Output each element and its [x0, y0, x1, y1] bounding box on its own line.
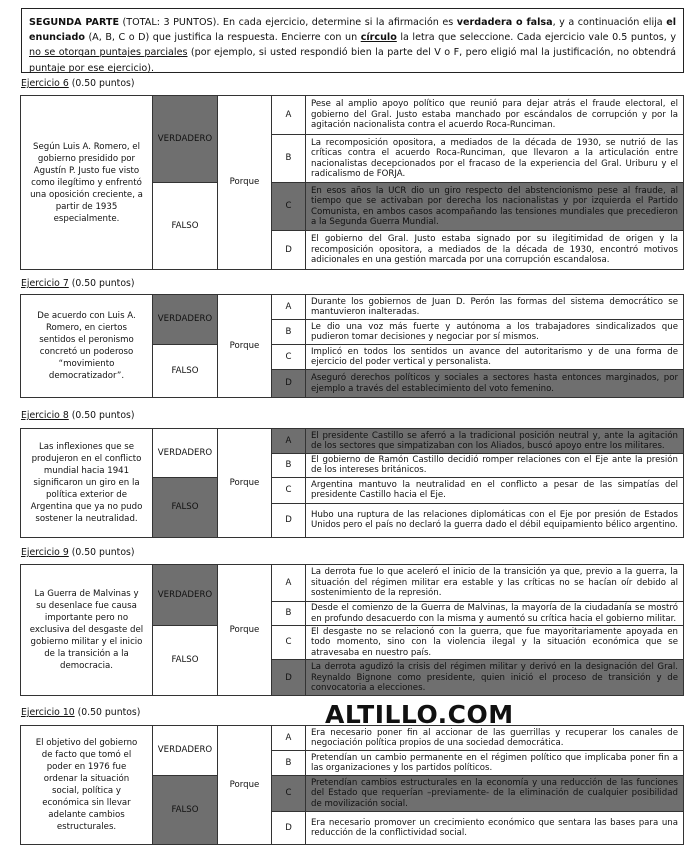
option-text-highlighted: El presidente Castillo se aferró a la tradicional posición neutral y, ante la agitación de los sectores que simpatizaban con los Aliados, buscó apoyo entre los militares.: [306, 429, 684, 454]
exercise-points: (0.50 puntos): [68, 547, 135, 558]
option-letter[interactable]: A: [272, 96, 306, 135]
option-text: Era necesario poner fin al accionar de las guerrillas y recuperar los canales de negociación política propios de una sociedad democrática.: [306, 726, 684, 751]
exercise-title: [21, 78, 134, 89]
altillo-watermark: ALTILLO.COM: [325, 700, 514, 729]
option-letter[interactable]: B: [272, 602, 306, 626]
option-text: Pretendían un cambio permanente en el régimen político que implicaba poner fin a las organizaciones y los partidos políticos.: [306, 751, 684, 776]
falso-cell[interactable]: FALSO: [153, 183, 218, 270]
option-letter[interactable]: A: [272, 565, 306, 602]
instructions-bold-true-false: verdadera o falsa: [456, 17, 553, 28]
option-text: Le dio una voz más fuerte y autónoma a los trabajadores sindicalizados que pudieron tomar decisiones y negociar por sí mismos.: [306, 320, 684, 345]
exercise-points: (0.50 puntos): [74, 707, 141, 718]
option-text: La recomposición opositora, a mediados de la década de 1930, se nutrió de las críticas contra el acuerdo Roca-Runciman, que llevaron a la articulación entre nacionalistas decepcionados por el fracaso de la experiencia del Gral. Uriburu y el radicalismo de FORJA.: [306, 135, 684, 183]
exercise-table: [20, 95, 684, 270]
option-letter-highlighted[interactable]: C: [272, 183, 306, 231]
instructions-text: (A, B, C o D) que justifica la respuesta. Encierre con un: [84, 32, 361, 44]
instructions-text: (TOTAL: 3 PUNTOS). En cada ejercicio, determine si la afirmación es: [119, 17, 457, 28]
exercise-table: [20, 294, 684, 398]
exercise-title: [21, 278, 134, 289]
instructions-text: (por ejemplo, si usted respondió bien la parte del V o F, pero eligió mal la justificación, no obtendrá puntaje por ese ejercicio).: [29, 47, 677, 74]
verdadero-cell[interactable]: VERDADERO: [153, 726, 218, 776]
porque-cell: Porque: [218, 565, 272, 696]
option-text: El desgaste no se relacionó con la guerra, que fue mayoritariamente apoyada en todo momento, sino con la violencia ilegal y la situación económica que se atravesaba en nuestro país.: [306, 626, 684, 660]
statement-cell: La Guerra de Malvinas y su desenlace fue causa importante pero no exclusiva del desgaste del gobierno militar y el inicio de la transición a la democracia.: [21, 565, 153, 696]
exercise-label: Ejercicio 6: [21, 78, 69, 89]
porque-cell: Porque: [218, 96, 272, 270]
exercise-points: (0.50 puntos): [68, 278, 135, 289]
statement-cell: Según Luis A. Romero, el gobierno presidido por Agustín P. Justo fue visto como ilegítimo y enfrentó una oposición creciente, a partir de 1935 especialmente.: [21, 96, 153, 270]
option-text: El gobierno de Ramón Castillo decidió romper relaciones con el Eje ante la presión de los intereses británicos.: [306, 454, 684, 478]
option-letter-highlighted[interactable]: A: [272, 429, 306, 454]
verdadero-cell[interactable]: VERDADERO: [153, 429, 218, 478]
instructions-box: [21, 8, 684, 73]
exercise-label: Ejercicio 8: [21, 410, 69, 421]
porque-cell: Porque: [218, 726, 272, 845]
option-text: La derrota fue lo que aceleró el inicio de la transición ya que, previo a la guerra, la situación del régimen militar era estable y las críticas no se hacían oír debido al sostenimiento de la represión.: [306, 565, 684, 602]
option-text-highlighted: Pretendían cambios estructurales en la economía y una reducción de las funciones del Estado que requerían –previamente- de la eliminación de cualquier posibilidad de movilización social.: [306, 776, 684, 812]
exercise-label: Ejercicio 9: [21, 547, 69, 558]
instructions-underlined-circle: círculo: [360, 32, 397, 44]
option-letter[interactable]: D: [272, 812, 306, 845]
option-text: Durante los gobiernos de Juan D. Perón las formas del sistema democrático se mantuvieron inalteradas.: [306, 295, 684, 320]
option-letter[interactable]: C: [272, 477, 306, 503]
exercise-title: [21, 707, 140, 718]
exercise-label: Ejercicio 7: [21, 278, 69, 289]
instructions-underlined-partial: no se otorgan puntajes parciales: [29, 47, 188, 59]
option-text-highlighted: Aseguró derechos políticos y sociales a sectores hasta entonces marginados, por ejemplo a través del establecimiento del voto femenino.: [306, 370, 684, 398]
option-text: Hubo una ruptura de las relaciones diplomáticas con el Eje por presión de Estados Unidos pero el país no declaró la guerra dado el débil equipamiento bélico argentino.: [306, 503, 684, 537]
option-text: Era necesario promover un crecimiento económico que sentara las bases para una reducción de la conflictividad social.: [306, 812, 684, 845]
porque-cell: Porque: [218, 295, 272, 398]
option-text: Implicó en todos los sentidos un avance del autoritarismo y de una forma de ejercicio del poder vertical y personalista.: [306, 345, 684, 370]
exercise-points: (0.50 puntos): [68, 410, 135, 421]
instructions-text: , y a continuación elija: [552, 17, 667, 28]
option-letter[interactable]: B: [272, 135, 306, 183]
option-letter[interactable]: B: [272, 454, 306, 478]
exercise-table: [20, 428, 684, 538]
option-letter-highlighted[interactable]: D: [272, 370, 306, 398]
statement-cell: De acuerdo con Luis A. Romero, en ciertos sentidos el peronismo concretó un poderoso “movimiento democratizador”.: [21, 295, 153, 398]
option-letter[interactable]: A: [272, 726, 306, 751]
statement-cell: Las inflexiones que se produjeron en el conflicto mundial hacia 1941 significaron un giro en la política exterior de Argentina que ya no pudo sostener la neutralidad.: [21, 429, 153, 538]
option-letter[interactable]: C: [272, 345, 306, 370]
option-text: Argentina mantuvo la neutralidad en el conflicto a pesar de las simpatías del presidente Castillo hacia el Eje.: [306, 477, 684, 503]
instructions-bold-statement: el enunciado: [29, 17, 676, 44]
exercise-label: Ejercicio 10: [21, 707, 75, 718]
option-text: El gobierno del Gral. Justo estaba signado por su ilegitimidad de origen y la recomposición opositora, a mediados de la década de 1930, encontró motivos adicionales en una gestión marcada por una corrupción escandalosa.: [306, 231, 684, 270]
falso-cell[interactable]: FALSO: [153, 345, 218, 398]
option-letter-highlighted[interactable]: D: [272, 660, 306, 696]
option-text-highlighted: La derrota agudizó la crisis del régimen militar y derivó en la designación del Gral. Reynaldo Bignone como presidente, quien inició el proceso de transición y de convocatoria a elecciones.: [306, 660, 684, 696]
porque-cell: Porque: [218, 429, 272, 538]
option-letter[interactable]: D: [272, 503, 306, 537]
option-text: Desde el comienzo de la Guerra de Malvinas, la mayoría de la ciudadanía se mostró en profundo desacuerdo con la misma y aumentó su crítica hacia el gobierno militar.: [306, 602, 684, 626]
instructions-text: la letra que seleccione. Cada ejercicio vale 0.5 puntos, y: [396, 32, 676, 44]
option-letter[interactable]: C: [272, 626, 306, 660]
exercise-title: [21, 547, 134, 558]
option-letter-highlighted[interactable]: C: [272, 776, 306, 812]
falso-cell[interactable]: FALSO: [153, 776, 218, 845]
falso-cell[interactable]: FALSO: [153, 477, 218, 537]
option-text-highlighted: En esos años la UCR dio un giro respecto del abstencionismo pese al fraude, al tiempo que se activaban por derecha los nacionalistas y por izquierda el Partido Comunista, en ambos casos acompañando las tensiones mundiales que precedieron a la Segunda Guerra Mundial.: [306, 183, 684, 231]
option-letter[interactable]: D: [272, 231, 306, 270]
option-text: Pese al amplio apoyo político que reunió para dejar atrás el fraude electoral, el gobierno del Gral. Justo estaba manchado por escándalos de corrupción y por la agitación nacionalista contra el acuerdo Roca-Runciman.: [306, 96, 684, 135]
verdadero-cell[interactable]: VERDADERO: [153, 565, 218, 626]
exercise-title: [21, 410, 134, 421]
exercise-table: [20, 564, 684, 696]
falso-cell[interactable]: FALSO: [153, 626, 218, 696]
exercise-table: [20, 725, 684, 845]
section-title: SEGUNDA PARTE: [29, 17, 119, 28]
exercise-points: (0.50 puntos): [68, 78, 135, 89]
verdadero-cell[interactable]: VERDADERO: [153, 96, 218, 183]
option-letter[interactable]: B: [272, 751, 306, 776]
statement-cell: El objetivo del gobierno de facto que tomó el poder en 1976 fue ordenar la situación social, política y económica sin llevar adelante cambios estructurales.: [21, 726, 153, 845]
verdadero-cell[interactable]: VERDADERO: [153, 295, 218, 345]
option-letter[interactable]: A: [272, 295, 306, 320]
option-letter[interactable]: B: [272, 320, 306, 345]
